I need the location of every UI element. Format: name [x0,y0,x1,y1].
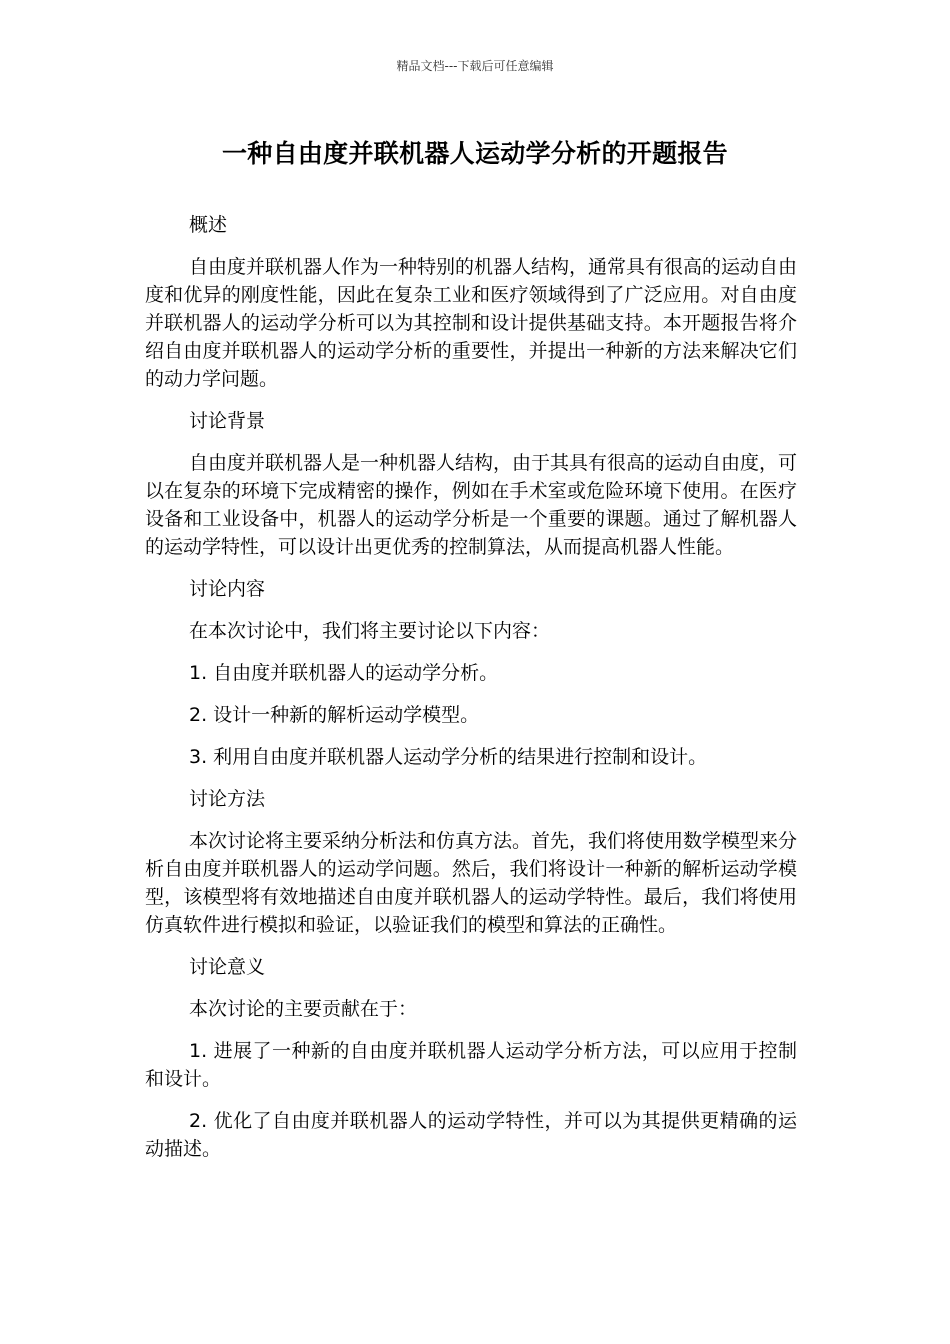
paragraph-overview: 自由度并联机器人作为一种特别的机器人结构，通常具有很高的运动自由度和优异的刚度性能，因此在复杂工业和医疗领域得到了广泛应用。对自由度并联机器人的运动学分析可以为其控制和设计提供基础支持。本开题报告将介绍自由度并联机器人的运动学分析的重要性，并提出一种新的方法来解决它们的动力学问题。 [145,256,798,390]
list-item: 2. 设计一种新的解析运动学模型。 [189,704,480,726]
paragraph-background: 自由度并联机器人是一种机器人结构，由于其具有很高的运动自由度，可以在复杂的环境下完成精密的操作，例如在手术室或危险环境下使用。在医疗设备和工业设备中，机器人的运动学分析是一个重要的课题。通过了解机器人的运动学特性，可以设计出更优秀的控制算法，从而提高机器人性能。 [145,452,798,558]
document-title: 一种自由度并联机器人运动学分析的开题报告 [221,139,728,168]
section-heading-background: 讨论背景 [189,410,266,432]
list-item: 1. 自由度并联机器人的运动学分析。 [189,662,499,684]
paragraph-method: 本次讨论将主要采纳分析法和仿真方法。首先，我们将使用数学模型来分析自由度并联机器人的运动学问题。然后，我们将设计一种新的解析运动学模型，该模型将有效地描述自由度并联机器人的运动学特性。最后，我们将使用仿真软件进行模拟和验证，以验证我们的模型和算法的正确性。 [145,830,798,936]
header-watermark: 精品文档---下载后可任意编辑 [396,59,554,73]
section-heading-significance: 讨论意义 [189,956,266,978]
significance-intro: 本次讨论的主要贡献在于： [189,998,418,1020]
section-heading-content: 讨论内容 [189,578,266,600]
section-heading-overview: 概述 [189,214,228,236]
list-item: 2. 优化了自由度并联机器人的运动学特性，并可以为其提供更精确的运动描述。 [145,1110,797,1160]
list-item: 1. 进展了一种新的自由度并联机器人运动学分析方法，可以应用于控制和设计。 [145,1040,797,1090]
section-heading-method: 讨论方法 [189,788,266,810]
document-body [145,211,797,1163]
list-item: 3. 利用自由度并联机器人运动学分析的结果进行控制和设计。 [189,746,708,768]
content-intro: 在本次讨论中，我们将主要讨论以下内容： [189,620,551,642]
